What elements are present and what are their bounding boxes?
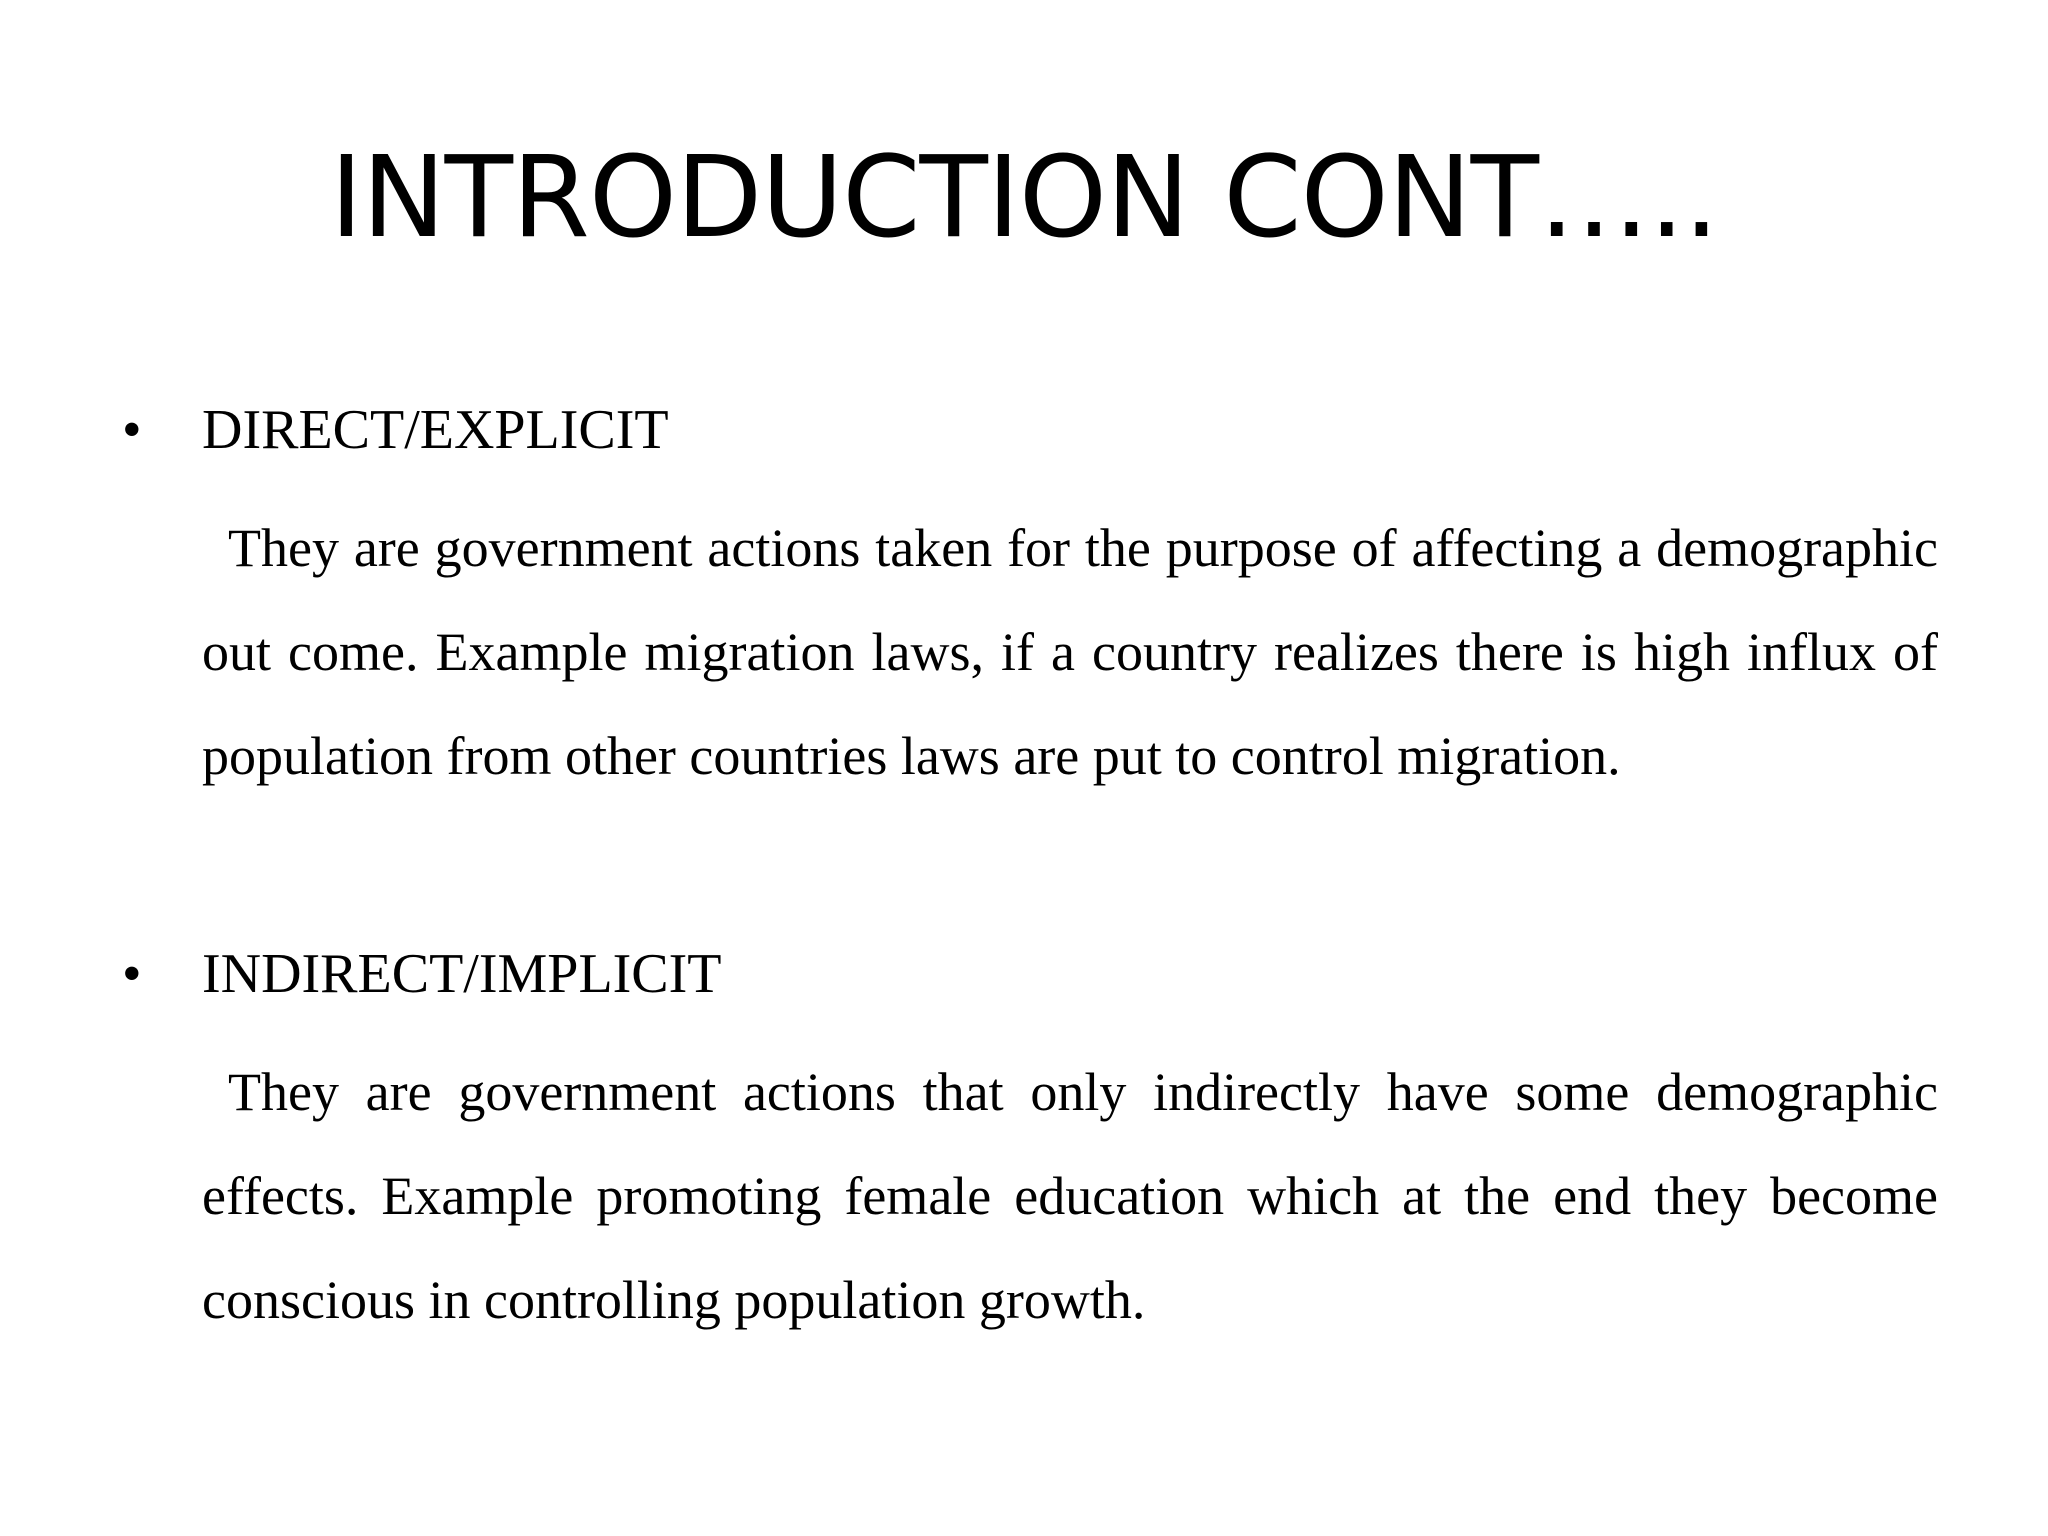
body-paragraph-direct: They are government actions taken for the purpose of affecting a demographic out come. Example migration laws, if a country realizes there is high influx of population from other countries laws are put to control migration. [202, 518, 1938, 786]
bullet-icon: • [122, 399, 142, 461]
slide-title: INTRODUCTION CONT….. [329, 133, 1719, 263]
bullet-label: DIRECT/EXPLICIT [202, 399, 669, 461]
bullet-icon: • [122, 943, 142, 1005]
body-paragraph-indirect: They are government actions that only indirectly have some demographic effects. Example promoting female education which at the end they become conscious in controlling population growth. [202, 1062, 1938, 1330]
bullet-label: INDIRECT/IMPLICIT [202, 943, 722, 1005]
